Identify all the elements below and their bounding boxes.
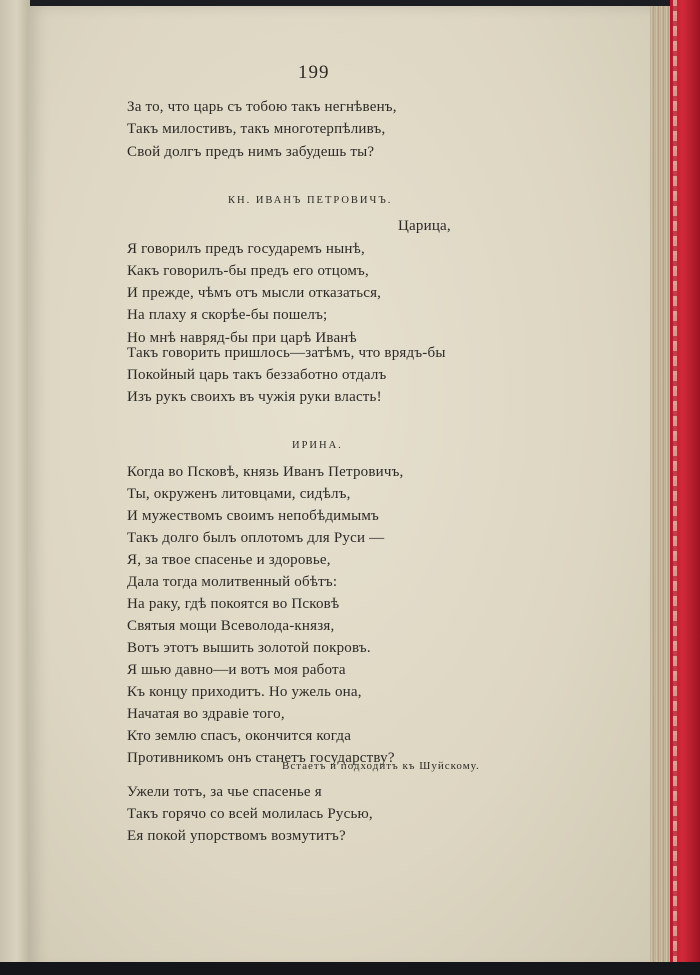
verse-line: Свой долгъ предъ нимъ забудешь ты? [127, 144, 375, 160]
verse-line: Начатая во здравіе того, [127, 706, 285, 722]
verse-line: За то, что царь съ тобою такъ негнѣвенъ, [127, 99, 397, 115]
stage-direction: Встаетъ и подходитъ къ Шуйскому. [282, 760, 480, 772]
verse-line: Кто землю спасъ, окончится когда [127, 728, 352, 744]
verse-line: Ея покой упорствомъ возмутитъ? [127, 828, 346, 844]
verse-line-address: Царица, [398, 218, 451, 234]
verse-line: Я, за твое спасенье и здоровье, [127, 552, 331, 568]
verse-line: И мужествомъ своимъ непобѣдимымъ [127, 508, 380, 524]
verse-line: Такъ милостивъ, такъ многотерпѣливъ, [127, 121, 386, 137]
red-book-binding [670, 0, 700, 975]
verse-line: Покойный царь такъ беззаботно отдалъ [127, 367, 387, 383]
verse-line: Такъ говорить пришлось—затѣмъ, что врядъ-бы [127, 345, 446, 361]
verse-line: Я шью давно—и вотъ моя работа [127, 662, 346, 678]
page-number: 199 [298, 62, 330, 83]
verse-line: Изъ рукъ своихъ въ чужія руки власть! [127, 389, 382, 405]
previous-page-edge [0, 0, 30, 975]
verse-line: Противникомъ онъ станетъ государству? [127, 750, 395, 766]
verse-line: Вотъ этотъ вышить золотой покровъ. [127, 640, 371, 656]
verse-line: На раку, гдѣ покоятся во Псковѣ [127, 596, 340, 612]
page-edges [650, 6, 672, 966]
verse-line: Какъ говорилъ-бы предъ его отцомъ, [127, 263, 369, 279]
verse-line: Ужели тотъ, за чье спасенье я [127, 784, 322, 800]
background-strip [0, 962, 700, 975]
verse-line: Такъ долго былъ оплотомъ для Руси — [127, 530, 385, 546]
speaker-heading: КН. ИВАНЪ ПЕТРОВИЧЪ. [228, 195, 393, 206]
verse-line: Къ концу приходитъ. Но ужель она, [127, 684, 362, 700]
verse-line: Дала тогда молитвенный обѣтъ: [127, 574, 338, 590]
verse-line: И прежде, чѣмъ отъ мысли отказаться, [127, 285, 382, 301]
verse-line: Святыя мощи Всеволода-князя, [127, 618, 335, 634]
verse-line: Но мнѣ навряд-бы при царѣ Иванѣ [127, 330, 357, 346]
verse-line: Такъ горячо со всей молилась Русью, [127, 806, 373, 822]
verse-line: Когда во Псковѣ, князь Иванъ Петровичъ, [127, 464, 404, 480]
verse-line: Ты, окруженъ литовцами, сидѣлъ, [127, 486, 351, 502]
verse-line: Я говорилъ предъ государемъ нынѣ, [127, 241, 365, 257]
verse-line: На плаху я скорѣе-бы пошелъ; [127, 307, 328, 323]
speaker-heading: ИРИНА. [292, 440, 343, 451]
